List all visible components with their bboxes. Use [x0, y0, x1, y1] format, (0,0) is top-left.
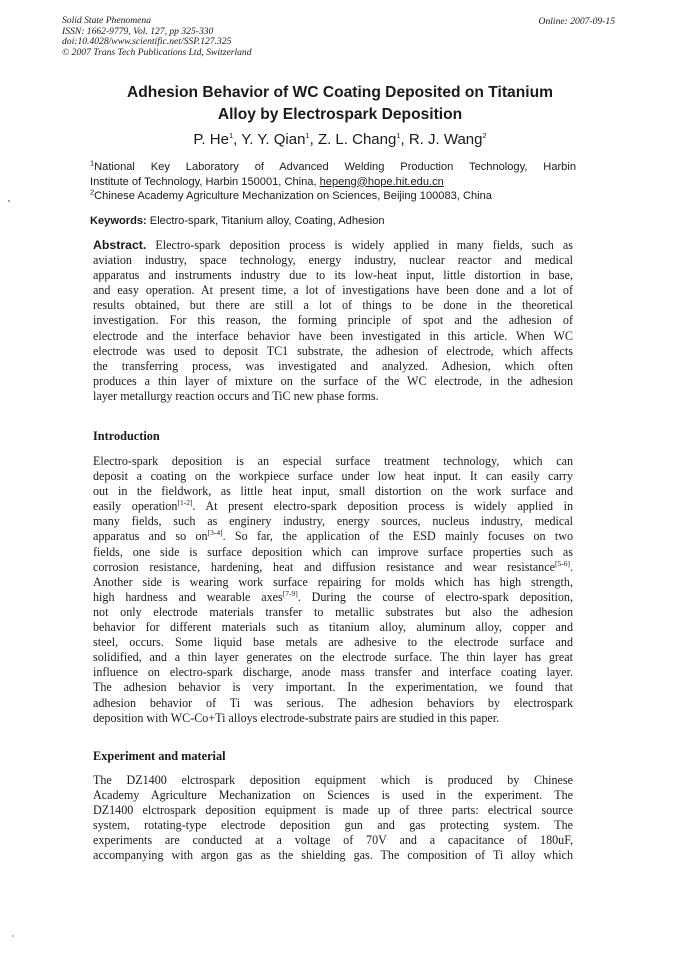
issn-line: ISSN: 1662-9779, Vol. 127, pp 325-330	[62, 25, 214, 37]
keywords-text: Electro-spark, Titanium alloy, Coating, Adhesion	[146, 215, 385, 227]
author-separator: ,	[400, 131, 409, 148]
intro-line: not only electrode materials transfer to metallic substrates but also the adhesion	[93, 604, 573, 619]
abstract-line: aviation industry, space technology, energy industry, nuclear reactor and medical	[93, 253, 573, 268]
intro-text: easily operation	[93, 499, 178, 514]
intro-line: adhesion behavior of Ti was serious. The adhesion behaviors by electrospark	[93, 695, 573, 710]
intro-line: behavior for different materials such as titanium alloy, aluminum alloy, copper and	[93, 620, 573, 635]
abstract-line: layer metallurgy reaction occurs and TiC new phase forms.	[93, 388, 379, 403]
doi-line: doi:10.4028/www.scientific.net/SSP.127.325	[62, 36, 232, 48]
intro-text: apparatus and so on	[93, 529, 208, 544]
keywords	[90, 215, 385, 227]
intro-text: corrosion resistance, hardening, heat and diffusion resistance and wear resistance	[93, 559, 555, 574]
intro-line: influence on electro-spark discharge, anode mass transfer and interface coating layer.	[93, 665, 573, 680]
abstract-line	[93, 238, 573, 253]
abstract-line: apparatus and instruments industry due to its low-heat input, little distortion in base,	[93, 268, 573, 283]
abstract-line: produces a thin layer of mixture on the surface of the WC electrode, in the adhesion	[93, 373, 573, 388]
paper-title	[80, 82, 600, 126]
experiment-line: DZ1400 elctrospark deposition equipment is made up of three parts: electrical source	[93, 803, 573, 818]
abstract-line: the transferring process, was investigated and analyzed. Adhesion, which often	[93, 358, 573, 373]
author-name: Z. L. Chang	[317, 131, 397, 148]
author-name: Y. Y. Qian	[241, 131, 306, 148]
intro-text: . So far, the application of the ESD mainly focuses on two	[222, 529, 574, 544]
abstract-line: electrode and the interface behavior have been investigated in this article. When WC	[93, 328, 573, 343]
author-affil-mark: 1	[396, 131, 401, 140]
affil-mark: 2	[90, 187, 95, 197]
intro-line: out in the fieldwork, as little heat input, small distortion on the work surface and	[93, 484, 573, 499]
abstract	[93, 238, 573, 404]
citation: [1-2]	[177, 498, 193, 508]
scan-speck	[8, 200, 10, 202]
affiliation-1-line-1	[90, 160, 576, 175]
intro-line: Another side is wearing work surface repairing for molds which has high strength,	[93, 574, 573, 589]
intro-text: high hardness and wearable axes	[93, 589, 283, 604]
affil-text: National Key Laboratory of Advanced Welding Production Technology, Harbin	[94, 161, 576, 173]
affiliations	[90, 160, 576, 204]
experiment-body	[93, 773, 573, 864]
intro-line: solidified, and a thin layer generates on the electrode surface. The thin layer has great	[93, 650, 573, 665]
intro-line	[93, 529, 573, 544]
affil-text: Institute of Technology, Harbin 150001, China,	[90, 175, 320, 188]
online-date: Online: 2007-09-15	[538, 16, 615, 27]
author-separator: ,	[309, 131, 318, 148]
intro-line: many fields, such as enginery industry, energy sources, nucleus industry, medical	[93, 514, 573, 529]
journal-name: Solid State Phenomena	[62, 15, 151, 26]
abstract-label: Abstract.	[93, 238, 147, 252]
keywords-label: Keywords:	[90, 215, 147, 227]
abstract-line: and easy operation. At present time, a lot of investigations have been done and a lot of	[93, 283, 573, 298]
author-affil-mark: 1	[305, 131, 310, 140]
intro-text: .	[569, 559, 573, 574]
affiliation-2	[90, 189, 576, 204]
title-line-2: Alloy by Electrospark Deposition	[217, 106, 463, 123]
citation: [5-6]	[554, 558, 570, 568]
intro-line: The adhesion behavior is very important. In the experimentation, we found that	[93, 680, 573, 695]
citation: [7-9]	[282, 588, 298, 598]
experiment-line: The DZ1400 elctrospark deposition equipment which is produced by Chinese	[93, 773, 573, 787]
intro-line	[93, 560, 573, 575]
intro-line: fields, one side is surface deposition which can improve surface properties such as	[93, 544, 573, 559]
experiment-line: Academy Agriculture Mechanization on Sciences is used in the experiment. The	[93, 788, 573, 803]
intro-text: . At present electro-spark deposition process is widely applied in	[192, 499, 573, 514]
experiment-line: experiments are conducted at a voltage of 70V and a capacitance of 180uF,	[93, 833, 573, 848]
abstract-line: electrode was used to deposit TC1 substrate, the adhesion of electrode, which affects	[93, 343, 573, 358]
email-link[interactable]: hepeng@hope.hit.edu.cn	[319, 175, 444, 188]
introduction-body	[93, 454, 573, 726]
scan-speck	[12, 935, 14, 937]
author-name: P. He	[193, 131, 229, 148]
author-affil-mark: 1	[228, 131, 234, 140]
affiliation-1-line-2	[90, 175, 576, 190]
experiment-line: system, rotating-type electrode deposition gun and gas protecting system. The	[93, 818, 573, 833]
intro-line: steel, occurs. Some liquid base metals are adhesive to the electrode surface and	[93, 635, 573, 650]
copyright-line: © 2007 Trans Tech Publications Ltd, Switzerland	[62, 46, 252, 58]
abstract-text: Electro-spark deposition process is widely applied in many fields, such as	[146, 238, 573, 252]
author-name: R. J. Wang	[408, 131, 483, 148]
intro-line	[93, 499, 573, 514]
intro-line	[93, 590, 573, 605]
intro-line: Electro-spark deposition is an especial surface treatment technology, which can	[93, 454, 573, 468]
intro-line: deposition with WC-Co+Ti alloys electrode-substrate pairs are studied in this paper.	[93, 710, 500, 725]
author-affil-mark: 2	[482, 131, 487, 140]
author-list	[60, 131, 620, 148]
journal-metadata	[62, 16, 252, 58]
affil-mark: 1	[90, 158, 95, 168]
affil-text: Chinese Academy Agriculture Mechanization on Sciences, Beijing 100083, China	[94, 190, 492, 203]
abstract-line: results obtained, but there are still a lot of things to be done in the theoretical	[93, 298, 573, 313]
author-separator: ,	[233, 131, 242, 148]
intro-text: . During the course of electro-spark deposition,	[297, 589, 573, 604]
introduction-heading: Introduction	[93, 429, 160, 443]
intro-line: deposit a coating on the workpiece surface under low heat input. It can easily carry	[93, 469, 573, 484]
experiment-heading: Experiment and material	[93, 749, 226, 763]
title-line-1: Adhesion Behavior of WC Coating Deposited on Titanium	[127, 84, 553, 101]
experiment-line: accompanying with argon gas as the shielding gas. The composition of Ti alloy which	[93, 848, 573, 863]
abstract-line: investigation. For this reason, the forming principle of spot and the adhesion of	[93, 313, 573, 328]
citation: [3-4]	[207, 528, 223, 538]
